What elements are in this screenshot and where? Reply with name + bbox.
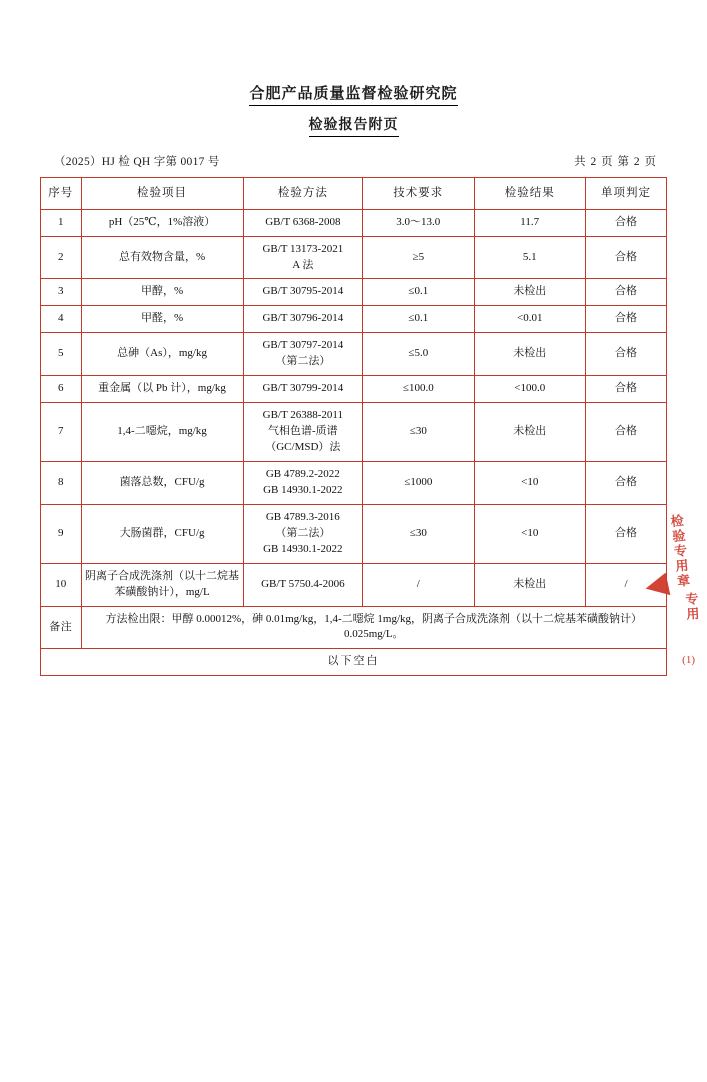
cell-no: 10	[41, 563, 82, 606]
cell-item: 甲醛，%	[81, 306, 243, 333]
cell-item: 总有效物含量，%	[81, 236, 243, 279]
cell-result: 5.1	[474, 236, 585, 279]
report-number: （2025）HJ 检 QH 字第 0017 号	[54, 156, 220, 168]
table-row	[41, 376, 667, 403]
note-label: 备注	[41, 606, 82, 649]
cell-method: GB/T 30797-2014 （第二法）	[243, 333, 363, 376]
results-table	[40, 177, 667, 676]
cell-no: 1	[41, 209, 82, 236]
cell-verdict: 合格	[585, 209, 666, 236]
cell-method: GB/T 30799-2014	[243, 376, 363, 403]
page-number: 共 2 页 第 2 页	[574, 156, 657, 168]
page-title	[40, 82, 667, 106]
table-row	[41, 333, 667, 376]
cell-method: GB/T 6368-2008	[243, 209, 363, 236]
table-note-row	[41, 606, 667, 649]
cell-result: 未检出	[474, 563, 585, 606]
cell-item: 大肠菌群，CFU/g	[81, 504, 243, 563]
cell-requirement: ≤30	[363, 403, 474, 462]
table-row	[41, 209, 667, 236]
table-row	[41, 279, 667, 306]
cell-requirement: ≥5	[363, 236, 474, 279]
cell-method: GB/T 30795-2014	[243, 279, 363, 306]
cell-requirement: ≤5.0	[363, 333, 474, 376]
cell-no: 7	[41, 403, 82, 462]
cell-no: 3	[41, 279, 82, 306]
cell-method: GB/T 26388-2011 气相色谱-质谱 （GC/MSD）法	[243, 403, 363, 462]
stamp-line1: 检验专用章	[668, 513, 691, 590]
cell-verdict: 合格	[585, 504, 666, 563]
table-row	[41, 563, 667, 606]
cell-no: 6	[41, 376, 82, 403]
cell-result: 未检出	[474, 333, 585, 376]
cell-requirement: ≤30	[363, 504, 474, 563]
cell-verdict: 合格	[585, 236, 666, 279]
cell-result: <0.01	[474, 306, 585, 333]
table-header-row	[41, 178, 667, 210]
table-row	[41, 236, 667, 279]
stamp-line2: 专用	[682, 591, 701, 623]
cell-result: 11.7	[474, 209, 585, 236]
table-row	[41, 403, 667, 462]
page-subtitle	[40, 114, 667, 137]
blank-text: 以下空白	[41, 649, 667, 676]
cell-method: GB/T 5750.4-2006	[243, 563, 363, 606]
cell-verdict: 合格	[585, 306, 666, 333]
cell-result: <10	[474, 461, 585, 504]
cell-item: 甲醇，%	[81, 279, 243, 306]
page-title-text: 合肥产品质量监督检验研究院	[249, 82, 457, 106]
cell-item: 1,4-二噁烷，mg/kg	[81, 403, 243, 462]
cell-requirement: 3.0～13.0	[363, 209, 474, 236]
cell-method: GB/T 13173-2021 A 法	[243, 236, 363, 279]
header-verdict: 单项判定	[585, 178, 666, 210]
table-row	[41, 306, 667, 333]
cell-requirement: /	[363, 563, 474, 606]
cell-verdict: 合格	[585, 279, 666, 306]
cell-verdict: 合格	[585, 333, 666, 376]
header-method: 检验方法	[243, 178, 363, 210]
cell-method: GB 4789.2-2022 GB 14930.1-2022	[243, 461, 363, 504]
cell-item: pH（25℃，1%溶液）	[81, 209, 243, 236]
cell-requirement: ≤0.1	[363, 279, 474, 306]
cell-no: 9	[41, 504, 82, 563]
stamp-arrow-icon: ◀	[641, 565, 672, 604]
stamp-number: (1)	[682, 654, 695, 666]
cell-method: GB 4789.3-2016 （第二法） GB 14930.1-2022	[243, 504, 363, 563]
table-blank-row	[41, 649, 667, 676]
cell-no: 2	[41, 236, 82, 279]
cell-method: GB/T 30796-2014	[243, 306, 363, 333]
cell-verdict: 合格	[585, 376, 666, 403]
cell-result: <10	[474, 504, 585, 563]
header-item: 检验项目	[81, 178, 243, 210]
table-row	[41, 461, 667, 504]
cell-result: 未检出	[474, 403, 585, 462]
cell-item: 菌落总数，CFU/g	[81, 461, 243, 504]
note-text: 方法检出限：甲醇 0.00012%，砷 0.01mg/kg，1,4-二噁烷 1mg/kg，阴离子合成洗涤剂（以十二烷基苯磺酸钠计）0.025mg/L。	[81, 606, 666, 649]
cell-requirement: ≤0.1	[363, 306, 474, 333]
cell-verdict: /	[585, 563, 666, 606]
header-result: 检验结果	[474, 178, 585, 210]
header-requirement: 技术要求	[363, 178, 474, 210]
table-row	[41, 504, 667, 563]
page-subtitle-text: 检验报告附页	[309, 114, 399, 137]
header-no: 序号	[41, 178, 82, 210]
cell-verdict: 合格	[585, 403, 666, 462]
report-meta	[40, 153, 667, 169]
cell-result: 未检出	[474, 279, 585, 306]
cell-result: <100.0	[474, 376, 585, 403]
cell-requirement: ≤100.0	[363, 376, 474, 403]
cell-verdict: 合格	[585, 461, 666, 504]
report-page	[0, 82, 707, 1082]
cell-item: 重金属（以 Pb 计），mg/kg	[81, 376, 243, 403]
cell-no: 5	[41, 333, 82, 376]
cell-requirement: ≤1000	[363, 461, 474, 504]
cell-item: 阴离子合成洗涤剂（以十二烷基苯磺酸钠计），mg/L	[81, 563, 243, 606]
cell-no: 4	[41, 306, 82, 333]
cell-item: 总砷（As），mg/kg	[81, 333, 243, 376]
cell-no: 8	[41, 461, 82, 504]
